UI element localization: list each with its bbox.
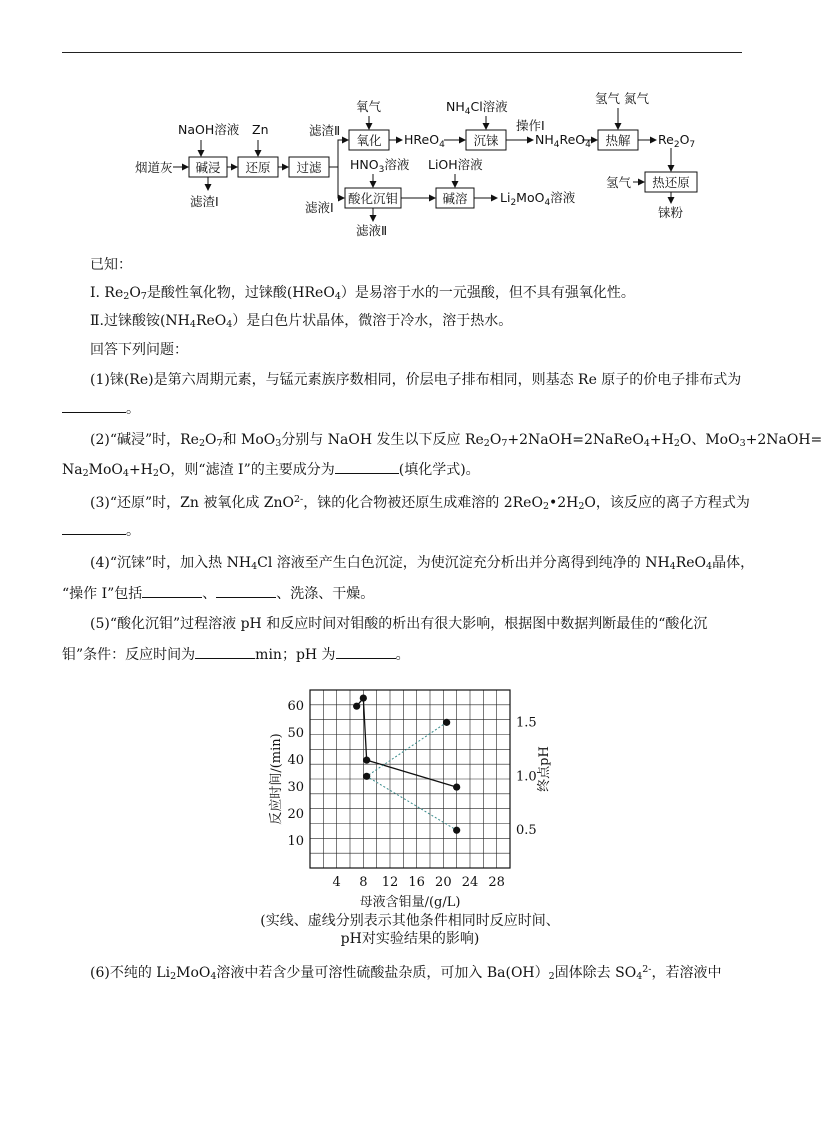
chart-caption-1: (实线、虚线分别表示其他条件相同时反应时间、	[260, 913, 560, 929]
label-jianrong: 碱溶	[442, 191, 468, 206]
known-item-1: Ⅰ. $Re_2O_7$是酸性氧化物，过铼酸(HReO$_4$）是易溶于水的一元强酸，但不具有强氧化性。	[90, 285, 635, 302]
y2-axis-label: 终点pH	[537, 746, 552, 792]
chart-caption-2: pH对实验结果的影响)	[340, 931, 480, 947]
y-tick-label: 10	[287, 834, 304, 850]
y-axis-label: 反应时间/(min)	[269, 733, 284, 825]
data-point	[353, 703, 360, 710]
y-tick-label: 50	[287, 726, 304, 742]
label-laifen: 铼粉	[658, 205, 684, 220]
data-point	[453, 827, 460, 834]
answer-blank-4a[interactable]	[142, 597, 202, 598]
label-yanghua: 氧化	[356, 133, 382, 148]
y-tick-label: 60	[287, 699, 304, 715]
y2-tick-label: 0.5	[516, 823, 537, 839]
answer-blank-1[interactable]	[62, 412, 126, 413]
answer-blank-2[interactable]	[335, 473, 399, 474]
question-1: (1)铼(Re)是第六周期元素，与锰元素族序数相同，价层电子排布相同，则基态 Re 原子的价电子排布式为	[90, 372, 742, 388]
label-nh4reo4: $NH_4ReO_4$	[535, 132, 591, 150]
label-zn: Zn	[252, 122, 269, 137]
x-tick-label: 12	[381, 875, 399, 890]
question-2-cont: $Na_2MoO_4+H_2O$，则“滤渣 Ⅰ”的主要成分为 (填化学式)。	[62, 462, 480, 479]
x-tick-label: 28	[488, 875, 505, 890]
chart-grid	[310, 690, 510, 868]
label-chenlai: 沉铼	[473, 133, 499, 148]
data-point	[453, 783, 460, 790]
known-item-2: Ⅱ.过铼酸铵$(NH_4ReO_4)$是白色片状晶体，微溶于冷水，溶于热水。	[90, 313, 513, 330]
label-lvye1: 滤液Ⅰ	[305, 200, 334, 215]
question-5: (5)“酸化沉钼”过程溶液 pH 和反应时间对钼酸的析出有很大影响，根据图中数据判断最佳的“酸化沉	[90, 616, 708, 632]
label-yangqi: 氧气	[356, 99, 382, 114]
label-lvzha1: 滤渣Ⅰ	[190, 194, 219, 209]
label-rehuanyuan: 热还原	[652, 175, 690, 190]
label-re2o7: $Re_2O_7$	[658, 132, 696, 150]
x-tick-label: 16	[408, 875, 425, 890]
question-1-blank: 。	[62, 399, 742, 419]
answer-blank-5b[interactable]	[336, 658, 396, 659]
answer-blank-3[interactable]	[62, 534, 126, 535]
x-tick-label: 8	[359, 875, 368, 890]
question-6: (6)不纯的 $Li_2MoO_4$溶液中若含少量可溶性硫酸盐杂质，可加入 $Ba(OH)_2$固体除去 $SO_4^{2-}$，若溶液中	[90, 964, 722, 982]
answer-prompt: 回答下列问题：	[90, 342, 188, 358]
y-tick-label: 30	[287, 780, 304, 796]
label-qingqi-danqi: 氢气 氮气	[595, 91, 649, 106]
label-naoh: NaOH溶液	[178, 122, 240, 137]
question-2: (2)“碱浸”时，$Re_2O_7$和 MoO$_3$分别与 NaOH 发生以下反应 $Re_2O_7+2NaOH=2NaReO_4+H_2O$、MoO$_3$+2NaOH=	[90, 432, 822, 449]
label-hno3: $HNO_3$溶液	[350, 157, 410, 175]
label-li2moo4: $Li_2MoO_4$溶液	[500, 190, 576, 208]
x-tick-label: 4	[332, 875, 341, 890]
label-nh4cl: $NH_4Cl$溶液	[446, 99, 508, 117]
label-yandaohui: 烟道灰	[135, 160, 173, 175]
y2-tick-label: 1.5	[516, 715, 537, 731]
x-tick-label: 24	[461, 875, 479, 890]
question-3-blank: 。	[62, 521, 742, 541]
data-point	[363, 773, 370, 780]
label-qingqi: 氢气	[606, 175, 632, 190]
x-tick-label: 20	[435, 875, 452, 890]
y-tick-label: 40	[287, 753, 304, 769]
answer-blank-5a[interactable]	[195, 658, 255, 659]
data-point	[363, 757, 370, 764]
header-rule	[62, 52, 742, 53]
data-point	[360, 694, 367, 701]
label-huanyuan: 还原	[245, 160, 271, 175]
reaction-chart	[240, 680, 560, 920]
data-point	[443, 719, 450, 726]
question-4: (4)“沉铼”时，加入热 $NH_4Cl$ 溶液至产生白色沉淀，为使沉淀充分析出并分离得到纯净的 $NH_4ReO_4$晶体，	[90, 555, 755, 572]
label-lvzha2: 滤渣Ⅱ	[309, 123, 341, 138]
label-caozuo: 操作Ⅰ	[516, 118, 545, 133]
label-jianjin: 碱浸	[195, 160, 221, 175]
label-lioh: LiOH溶液	[428, 157, 483, 172]
answer-blank-4b[interactable]	[216, 597, 276, 598]
y2-tick-label: 1.0	[516, 769, 537, 785]
label-lvye2: 滤液Ⅱ	[356, 223, 388, 238]
y-tick-label: 20	[287, 807, 304, 823]
label-suanhua: 酸化沉钼	[347, 191, 399, 206]
known-heading: 已知：	[90, 257, 132, 273]
question-5-cont: 钼”条件：反应时间为 min；pH 为 。	[62, 647, 410, 663]
label-guolv: 过滤	[296, 160, 322, 175]
x-axis-label: 母液含钼量/(g/L)	[359, 895, 461, 910]
label-rejie: 热解	[605, 133, 631, 148]
question-3: (3)“还原”时，Zn 被氧化成 ZnO$^{2-}$，铼的化合物被还原生成难溶的 $2ReO_2•2H_2O$，该反应的离子方程式为	[90, 494, 750, 512]
process-flow-diagram	[0, 90, 800, 250]
question-4-cont: “操作 Ⅰ”包括 、 、洗涤、干燥。	[62, 586, 375, 602]
series-line-time	[357, 698, 457, 787]
label-hreo4: HReO$_4$	[404, 132, 445, 150]
